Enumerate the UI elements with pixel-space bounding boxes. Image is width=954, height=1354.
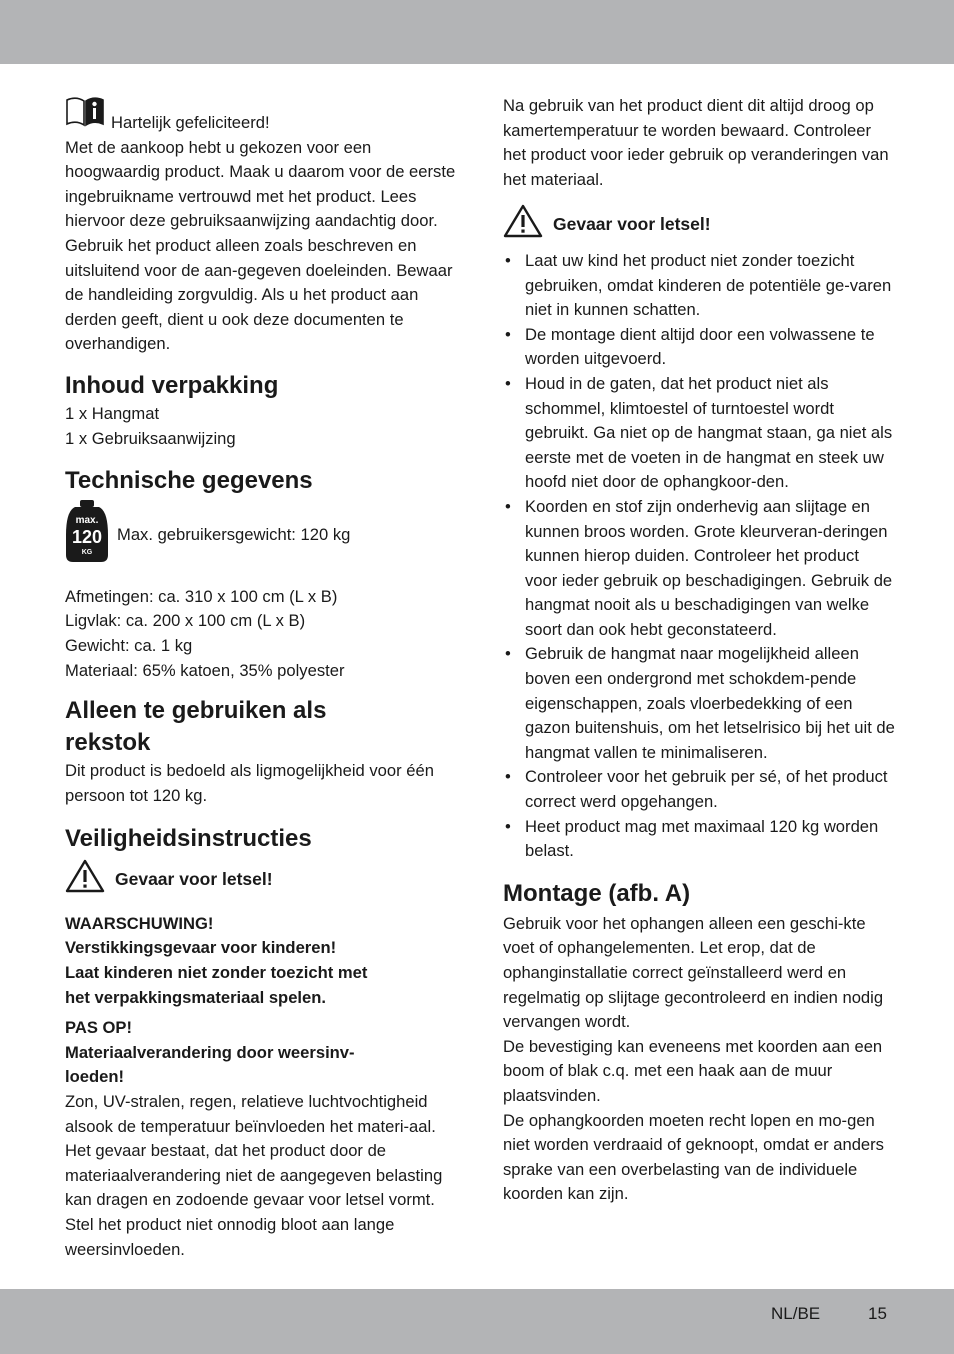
heading-inhoud: Inhoud verpakking <box>65 371 279 399</box>
inhoud-item: 1 x Hangmat <box>65 403 160 423</box>
inhoud-item: 1 x Gebruiksaanwijzing <box>65 428 236 448</box>
pasop-text: Zon, UV-stralen, regen, relatieve luchtvochtigheid alsook de temperatuur beïnvloeden het materi-aal. Het gevaar bestaat, dat het product door de materiaalverandering niet de aangegeven belasting kan dragen en zodoende gevaar voor letsel vormt. Stel het product niet onnodig bloot aan lange weersinvloeden. <box>65 1092 443 1259</box>
page-number: 15 <box>868 1304 887 1323</box>
intro-text: Met de aankoop hebt u gekozen voor een hoogwaardig product. Maak u daarom voor de eerste ingebruikname vertrouwd met het product. Lees hiervoor deze gebruiksaanwijzing aandachtig door. Gebruik het product alleen zoals beschreven en uitsluitend voor de aan-gegeven doeleinden. Bewaar de handleiding zorgvuldig. Als u het product aan derden geeft, dient u ook deze documenten te overhandigen. <box>65 137 456 354</box>
storage-text: Na gebruik van het product dient dit altijd droog op kamertemperatuur te worden bewaard. Controleer het product voor ieder gebruik op veranderingen van het materiaal. <box>503 96 889 189</box>
warning-triangle-icon <box>503 204 543 245</box>
header-band <box>0 0 954 64</box>
pasop-line: PAS OP! <box>65 1018 132 1038</box>
weight-icon-top: max. <box>75 515 99 527</box>
gevaar-row <box>65 859 457 900</box>
heading-montage: Montage (afb. A) <box>503 879 691 907</box>
spec-line: Ligvlak: ca. 200 x 100 cm (L x B) <box>65 611 306 631</box>
warning-triangle-icon <box>65 859 105 900</box>
gevaar-row-right <box>503 204 895 245</box>
montage-paragraph: De bevestiging kan eveneens met koorden aan een boom of blak c.q. met een haak aan de muur plaatsvinden. <box>503 1036 883 1105</box>
intro-title: Hartelijk gefeliciteerd! <box>111 113 270 132</box>
info-book-icon <box>65 94 105 136</box>
alleen-text: Dit product is bedoeld als ligmogelijkheid voor één persoon tot 120 kg. <box>65 761 434 805</box>
list-item: • Gebruik de hangmat naar mogelijkheid alleen boven een ondergrond met schokdem-pende eigenschappen, zoals vloerbedekking of een gazon buitenshuis, om het letselrisico bij het uit de hangmat vallen te minimaliseren. <box>503 642 895 765</box>
spec-line: Afmetingen: ca. 310 x 100 cm (L x B) <box>65 586 338 606</box>
gevaar-label: Gevaar voor letsel! <box>115 869 273 890</box>
list-item: • Koorden en stof zijn onderhevig aan slijtage en kunnen broos worden. Grote kleurveran-deringen kunnen hierop duiden. Controleer het product voor ieder gebruik op beschadigingen. Gebruik de hangmat nooit als u beschadigingen van welke soort dan ook hebt geconstateerd. <box>503 495 895 643</box>
weight-icon <box>65 499 109 571</box>
list-item: • Laat uw kind het product niet zonder toezicht gebruiken, omdat kinderen de potentiële ge-varen niet in kunnen schatten. <box>503 249 895 323</box>
waarschuwing-line: Verstikkingsgevaar voor kinderen! <box>65 938 337 958</box>
intro-title-row <box>65 94 457 136</box>
heading-alleen-line1: Alleen te gebruiken als <box>65 697 327 725</box>
waarschuwing-line: het verpakkingsmateriaal spelen. <box>65 987 327 1007</box>
max-weight-row <box>65 499 457 571</box>
left-column <box>65 94 457 1262</box>
waarschuwing-line: Laat kinderen niet zonder toezicht met <box>65 963 368 983</box>
list-item: • De montage dient altijd door een volwassene te worden uitgevoerd. <box>503 323 895 372</box>
montage-paragraph: De ophangkoorden moeten recht lopen en mo-gen niet worden verdraaid of geknoopt, omdat er anders sprake van een overbelasting van de individuele koorden kan zijn. <box>503 1110 884 1204</box>
list-item: • Controleer voor het gebruik per sé, of het product correct werd opgehangen. <box>503 765 895 814</box>
max-weight-text: Max. gebruikersgewicht: 120 kg <box>117 524 351 544</box>
heading-alleen-line2: rekstok <box>65 729 151 757</box>
heading-technische: Technische gegevens <box>65 467 313 495</box>
list-item: • Houd in de gaten, dat het product niet als schommel, klimtoestel of turntoestel wordt gebruikt. Ga niet op de hangmat staan, ga niet als eerste met de voeten in de hangmat en steek uw hoofd niet door de ophangkoor-den. <box>503 372 895 495</box>
weight-icon-value: 120 <box>71 527 103 548</box>
montage-paragraph: Gebruik voor het ophangen alleen een geschi-kte voet of ophangelementen. Let erop, dat de ophanginstallatie correct geïnstalleerd werd en regelmatig op slijtage gecontroleerd en indien nodig vervangen wordt. <box>503 913 884 1032</box>
waarschuwing-line: WAARSCHUWING! <box>65 913 214 933</box>
gevaar-label-right: Gevaar voor letsel! <box>553 214 711 235</box>
spec-line: Materiaal: 65% katoen, 35% polyester <box>65 660 345 680</box>
heading-alleen <box>65 695 457 759</box>
pasop-line: Materiaalverandering door weersinv- <box>65 1042 355 1062</box>
heading-veiligheid: Veiligheidsinstructies <box>65 825 312 853</box>
spec-line: Gewicht: ca. 1 kg <box>65 635 193 655</box>
right-column <box>503 94 895 1207</box>
weight-icon-unit: KG <box>81 549 93 557</box>
list-item: • Heet product mag met maximaal 120 kg worden belast. <box>503 815 895 864</box>
footer-language: NL/BE <box>771 1304 821 1323</box>
safety-list <box>503 249 895 864</box>
pasop-line: loeden! <box>65 1067 125 1087</box>
